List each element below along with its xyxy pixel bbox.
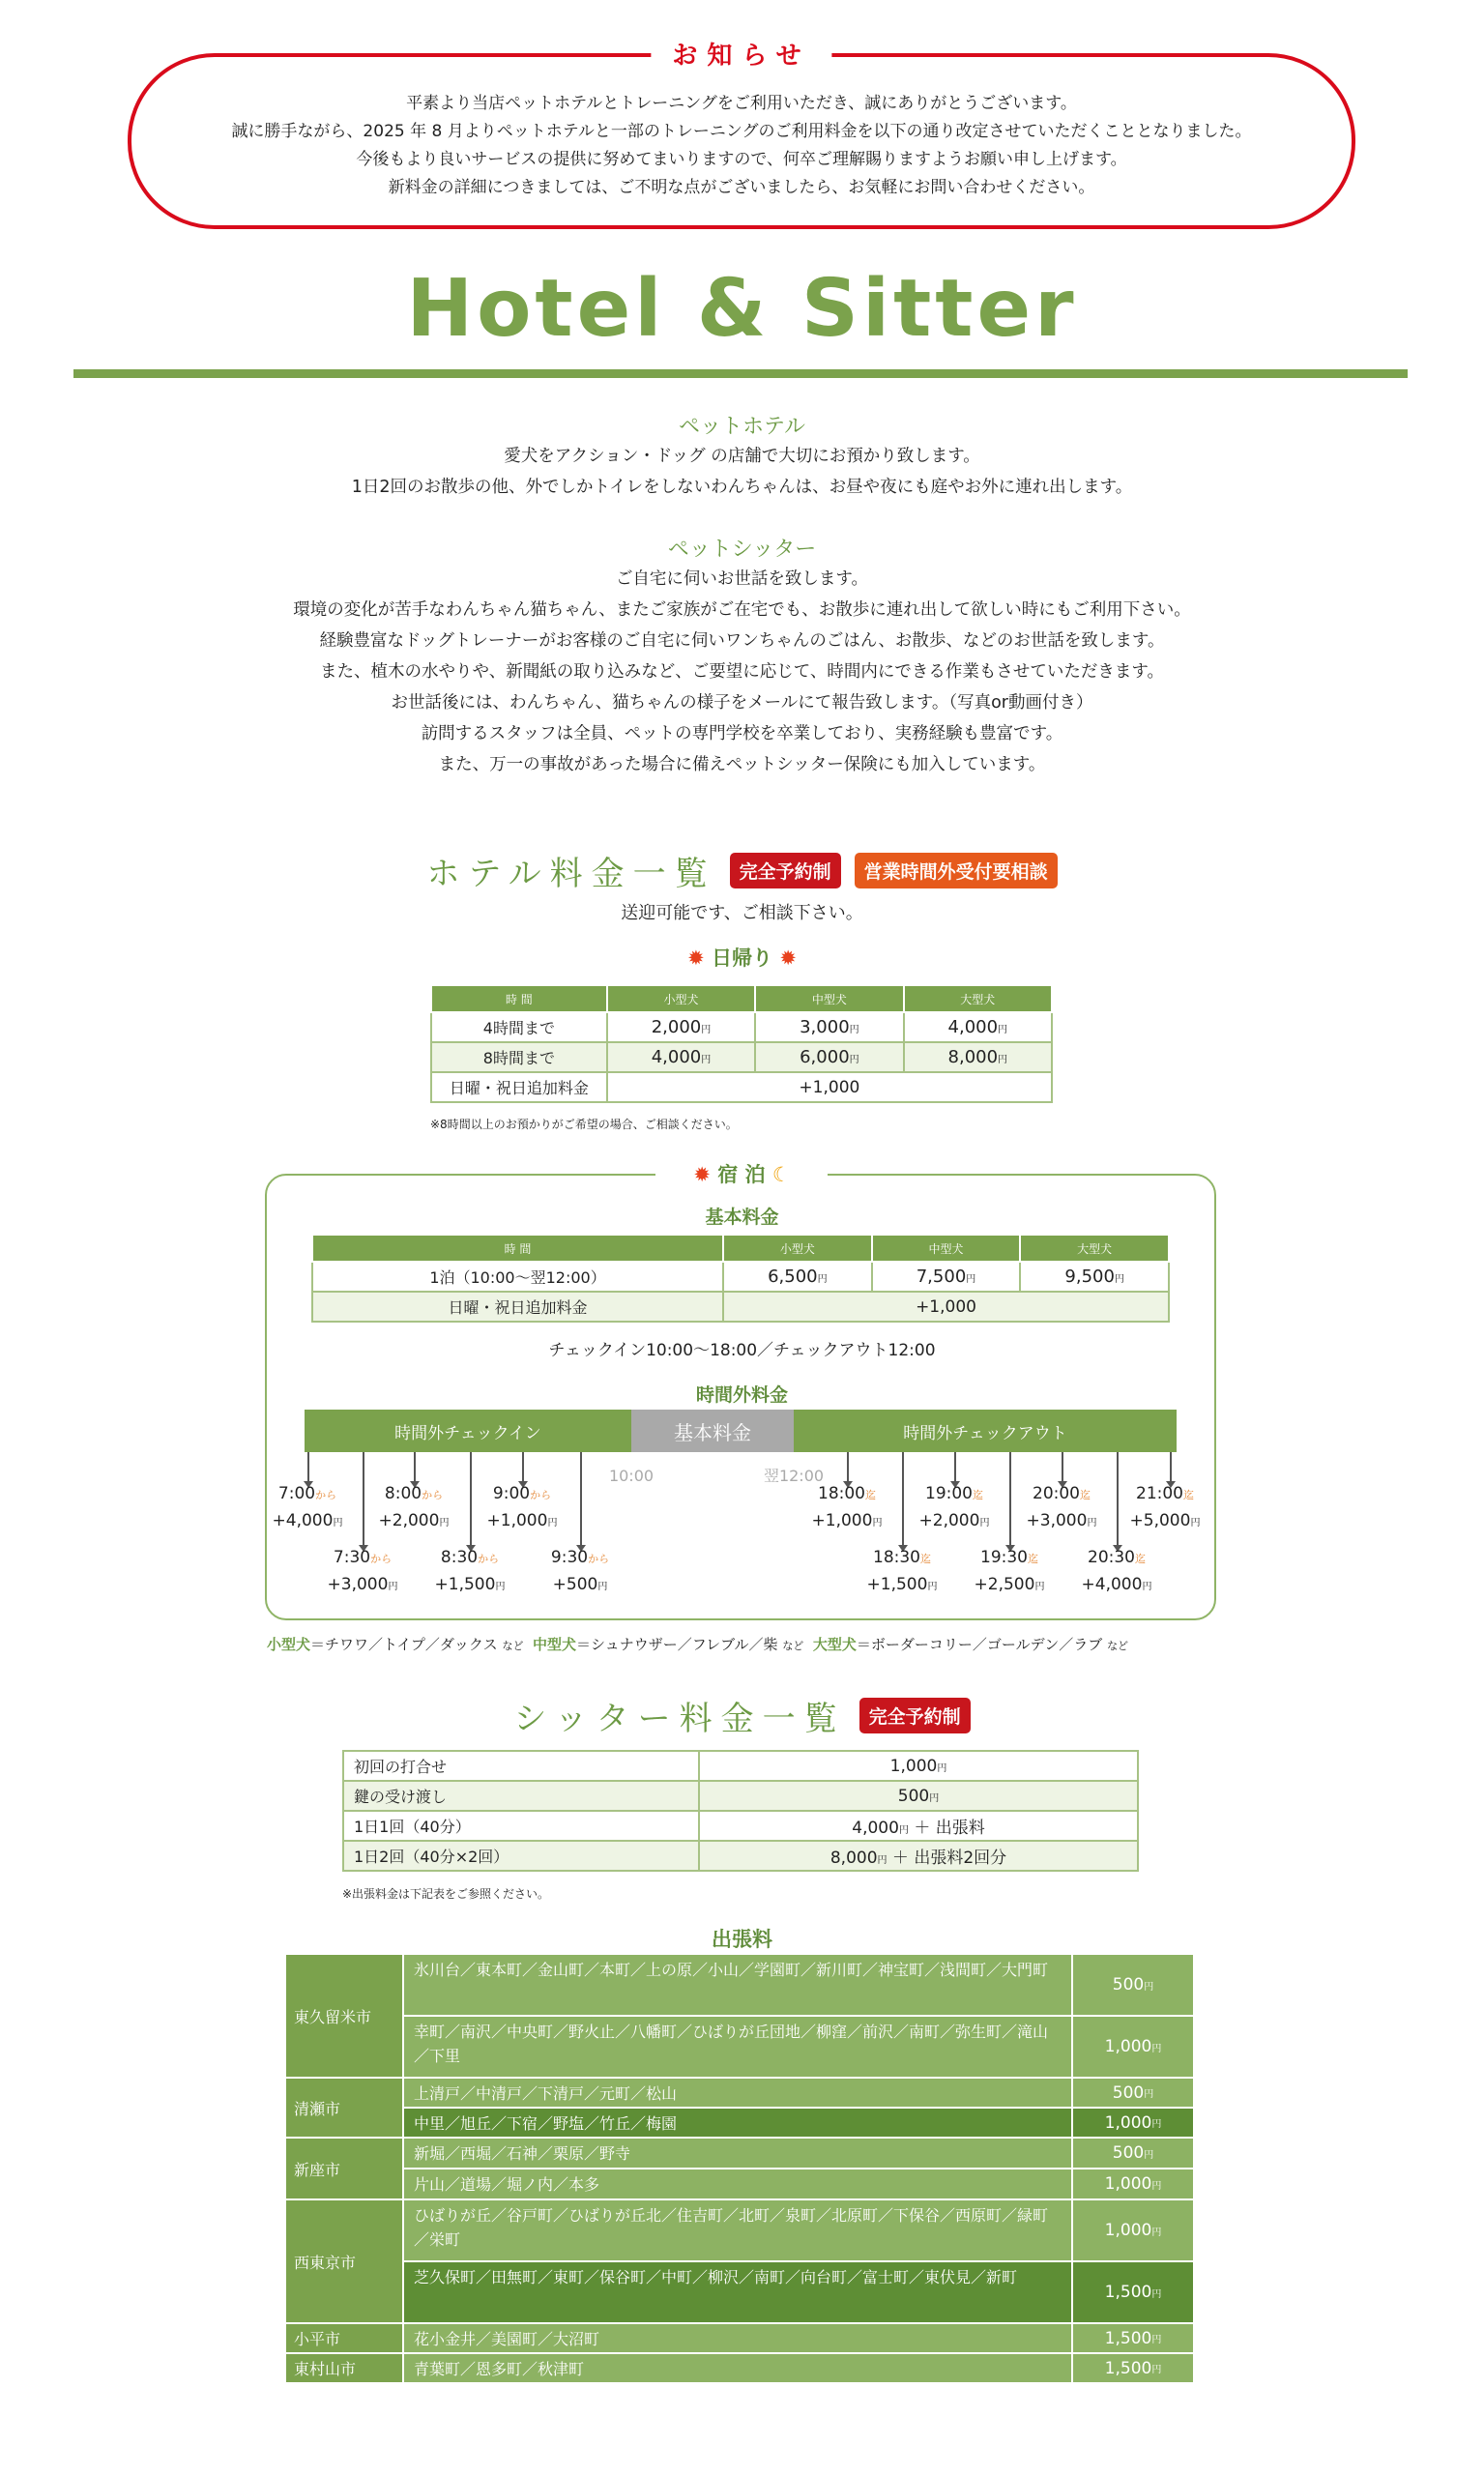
table-header: 時 間 [312, 1235, 723, 1262]
price-cell: 500円 [699, 1781, 1138, 1811]
moon-icon: ☾ [771, 1163, 791, 1186]
table-row [312, 1292, 1169, 1322]
price-cell: 4,000円 [904, 1012, 1052, 1042]
sitter-price-header [0, 1694, 1484, 1736]
table-row [431, 1012, 1052, 1042]
day-care-label: 日帰り [712, 946, 772, 970]
hotel-price-title: ホテル料金一覧 [426, 854, 716, 893]
price-cell: 9,500円 [1020, 1262, 1169, 1292]
timeline-line [954, 1452, 956, 1483]
fee-amount: 1,500 円 [1073, 2262, 1193, 2322]
city-label: 東久留米市 [286, 1955, 402, 2077]
fee-amount: 500 円 [1073, 2139, 1193, 2168]
table-row [431, 1042, 1052, 1072]
fee-amount: 500 円 [1073, 2079, 1193, 2107]
table-row [343, 1751, 1138, 1781]
timeline-line [1117, 1452, 1119, 1547]
area-list: 幸町／南沢／中央町／野火止／八幡町／ひばりが丘団地／柳窪／前沢／南町／弥生町／滝山／下里 [404, 2017, 1071, 2077]
checkin-fee-label: 9:00から +1,000円 [486, 1484, 558, 1530]
table-header: 中型犬 [755, 985, 903, 1012]
city-label: 清瀬市 [286, 2079, 402, 2137]
timeline-line [902, 1452, 904, 1547]
table-header: 大型犬 [904, 985, 1052, 1012]
checkin-fee-label: 8:00から +2,000円 [378, 1484, 450, 1530]
day-care-title [0, 943, 1484, 972]
pet-sitter-line: 経験豊富なドッグトレーナーがお客様のご自宅に伺いワンちゃんのごはん、お散歩、などのお世話を致します。 [319, 631, 1165, 651]
sitter-note: ※出張料金は下記表をご参照ください。 [342, 1887, 550, 1901]
row-label: 1日2回（40分×2回） [343, 1841, 699, 1871]
timeline-line [1062, 1452, 1063, 1483]
timeline-line [1170, 1452, 1172, 1483]
reservation-badge: 完全予約制 [730, 853, 841, 888]
price-cell: 3,000円 [755, 1012, 903, 1042]
sitter-price-table [342, 1750, 1139, 1872]
timeline-line [414, 1452, 416, 1483]
reservation-badge: 完全予約制 [859, 1698, 971, 1733]
checkin-fee-label: 7:30から +3,000円 [327, 1548, 398, 1594]
table-row [312, 1262, 1169, 1292]
dog-size-note: 小型犬＝チワワ／トイプ／ダックス など 中型犬＝シュナウザー／フレブル／柴 など 大型犬＝ボーダーコリー／ゴールデン／ラブ など [267, 1636, 1129, 1653]
pet-hotel-description [0, 441, 1484, 503]
timeline-line [580, 1452, 582, 1547]
pet-hotel-line: 1日2回のお散歩の他、外でしかトイレをしないわんちゃんは、お昼や夜にも庭やお外に連れ出します。 [351, 478, 1133, 497]
pet-hotel-line: 愛犬をアクション・ドッグ の店舗で大切にお預かり致します。 [504, 447, 980, 466]
price-cell: 4,000円 [607, 1042, 755, 1072]
row-label: 日曜・祝日追加料金 [312, 1292, 723, 1322]
table-header: 中型犬 [872, 1235, 1021, 1262]
pet-sitter-description [0, 564, 1484, 780]
time-end-label: 翌12:00 [763, 1467, 825, 1485]
basic-fee-title: 基本料金 [705, 1207, 779, 1228]
row-label: 鍵の受け渡し [343, 1781, 699, 1811]
checkin-note: チェックイン10:00〜18:00／チェックアウト12:00 [548, 1341, 936, 1360]
pet-sitter-line: ご自宅に伺いお世話を致します。 [615, 569, 869, 589]
fee-amount: 1,500 円 [1073, 2324, 1193, 2352]
row-label: 日曜・祝日追加料金 [431, 1072, 607, 1102]
area-list: 氷川台／東本町／金山町／本町／上の原／小山／学園町／新川町／神宝町／浅間町／大門町 [404, 1955, 1071, 2015]
row-label: 1泊（10:00〜翌12:00） [312, 1262, 723, 1292]
timeline-line [847, 1452, 849, 1483]
pet-sitter-line: お世話後には、わんちゃん、猫ちゃんの様子をメールにて報告致します。（写真or動画付き） [391, 693, 1093, 713]
price-cell: 8,000円 [904, 1042, 1052, 1072]
table-row [343, 1781, 1138, 1811]
checkout-fee-label: 18:30迄 +1,500円 [866, 1548, 938, 1594]
table-row [343, 1841, 1138, 1871]
city-label: 新座市 [286, 2139, 402, 2198]
overtime-checkin-bar: 時間外チェックイン [305, 1410, 631, 1452]
pet-sitter-line: また、万一の事故があった場合に備えペットシッター保険にも加入しています。 [438, 755, 1046, 774]
day-care-note: ※8時間以上のお預かりがご希望の場合、ご相談ください。 [430, 1118, 738, 1131]
price-cell: 7,500円 [872, 1262, 1021, 1292]
checkout-fee-label: 19:30迄 +2,500円 [974, 1548, 1045, 1594]
price-cell: 6,500円 [723, 1262, 872, 1292]
timeline-line [470, 1452, 472, 1547]
table-row [343, 1811, 1138, 1841]
checkin-fee-label: 8:30から +1,500円 [434, 1548, 506, 1594]
city-label: 小平市 [286, 2324, 402, 2352]
pet-hotel-title: ペットホテル [679, 415, 805, 439]
area-list: 芝久保町／田無町／東町／保谷町／中町／柳沢／南町／向台町／富士町／東伏見／新町 [404, 2262, 1071, 2322]
notice-line: 今後もより良いサービスの提供に努めてまいりますので、何卒ご理解賜りますようお願い申し上げます。 [356, 150, 1127, 169]
timeline-line [1009, 1452, 1011, 1547]
overtime-fee-title: 時間外料金 [695, 1384, 788, 1406]
fee-amount: 500 円 [1073, 1955, 1193, 2015]
timeline-line [363, 1452, 364, 1547]
area-list: 青葉町／恩多町／秋津町 [404, 2354, 1071, 2382]
area-list: 上清戸／中清戸／下清戸／元町／松山 [404, 2079, 1071, 2107]
price-cell: 8,000円 ＋ 出張料2回分 [699, 1841, 1138, 1871]
checkout-fee-label: 21:00迄 +5,000円 [1129, 1484, 1201, 1530]
table-header: 大型犬 [1020, 1235, 1169, 1262]
table-header: 時 間 [431, 985, 607, 1012]
sitter-price-title: シッター料金一覧 [513, 1699, 846, 1738]
area-list: 花小金井／美園町／大沼町 [404, 2324, 1071, 2352]
city-label: 東村山市 [286, 2354, 402, 2382]
checkout-fee-label: 20:30迄 +4,000円 [1081, 1548, 1152, 1594]
table-header: 小型犬 [607, 985, 755, 1012]
fee-amount: 1,000 円 [1073, 2017, 1193, 2077]
area-list: ひばりが丘／谷戸町／ひばりが丘北／住吉町／北町／泉町／北原町／下保谷／西原町／緑町／栄町 [404, 2200, 1071, 2260]
sun-icon: ✹ [687, 946, 705, 970]
travel-fee-title: 出張料 [712, 1928, 772, 1951]
area-list: 新堀／西堀／石神／栗原／野寺 [404, 2139, 1071, 2168]
fee-amount: 1,000 円 [1073, 2169, 1193, 2198]
basic-fee-bar: 基本料金 [631, 1410, 794, 1452]
price-cell: 4,000円 ＋ 出張料 [699, 1811, 1138, 1841]
notice-title: お知らせ [651, 36, 831, 72]
checkout-fee-label: 18:00迄 +1,000円 [811, 1484, 883, 1530]
price-cell: 2,000円 [607, 1012, 755, 1042]
stay-table [311, 1234, 1170, 1323]
area-list: 片山／道場／堀ノ内／本多 [404, 2169, 1071, 2198]
stay-title [0, 1159, 1484, 1188]
notice-box [128, 42, 1355, 229]
price-cell: 1,000円 [699, 1751, 1138, 1781]
checkout-fee-label: 20:00迄 +3,000円 [1026, 1484, 1097, 1530]
checkin-fee-label: 9:30から +500円 [550, 1548, 610, 1594]
row-label: 4時間まで [431, 1012, 607, 1042]
pet-sitter-line: 環境の変化が苦手なわんちゃん猫ちゃん、またご家族がご在宅でも、お散歩に連れ出して欲しい時にもご利用下さい。 [293, 600, 1191, 620]
sun-icon: ✹ [779, 946, 797, 970]
after-hours-badge: 営業時間外受付要相談 [855, 853, 1058, 888]
row-label: 初回の打合せ [343, 1751, 699, 1781]
transport-note: 送迎可能です、ご相談下さい。 [621, 903, 863, 923]
notice-line: 平素より当店ペットホテルとトレーニングをご利用いただき、誠にありがとうございます。 [406, 94, 1077, 113]
price-cell: 6,000円 [755, 1042, 903, 1072]
city-label: 西東京市 [286, 2200, 402, 2322]
title-divider [73, 369, 1408, 378]
notice-line: 誠に勝手ながら、2025 年 8 月よりペットホテルと一部のトレーニングのご利用料金を以下の通り改定させていただくこととなりました。 [231, 122, 1252, 141]
holiday-surcharge: +1,000 [607, 1072, 1052, 1102]
holiday-surcharge: +1,000 [723, 1292, 1169, 1322]
hotel-price-header [0, 849, 1484, 891]
fee-amount: 1,000 円 [1073, 2200, 1193, 2260]
timeline-line [307, 1452, 309, 1483]
table-header: 小型犬 [723, 1235, 872, 1262]
day-care-table [430, 984, 1053, 1103]
time-start-label: 10:00 [608, 1467, 655, 1485]
sun-icon: ✹ [693, 1163, 711, 1186]
pet-sitter-line: また、植木の水やりや、新聞紙の取り込みなど、ご要望に応じて、時間内にできる作業もさせていただきます。 [320, 662, 1164, 682]
overtime-checkout-bar: 時間外チェックアウト [794, 1410, 1177, 1452]
table-row [431, 1072, 1052, 1102]
fee-amount: 1,500 円 [1073, 2354, 1193, 2382]
area-list: 中里／旭丘／下宿／野塩／竹丘／梅園 [404, 2109, 1071, 2137]
notice-text [131, 90, 1352, 202]
fee-amount: 1,000 円 [1073, 2109, 1193, 2137]
timeline-line [522, 1452, 524, 1483]
pet-sitter-title: ペットシッター [667, 538, 817, 562]
stay-label: 宿 泊 [717, 1163, 766, 1186]
row-label: 8時間まで [431, 1042, 607, 1072]
page-title: Hotel & Sitter [406, 263, 1078, 355]
notice-line: 新料金の詳細につきましては、ご不明な点がございましたら、お気軽にお問い合わせください。 [388, 178, 1095, 197]
checkout-fee-label: 19:00迄 +2,000円 [918, 1484, 990, 1530]
row-label: 1日1回（40分） [343, 1811, 699, 1841]
pet-sitter-line: 訪問するスタッフは全員、ペットの専門学校を卒業しており、実務経験も豊富です。 [421, 724, 1063, 743]
checkin-fee-label: 7:00から +4,000円 [272, 1484, 343, 1530]
